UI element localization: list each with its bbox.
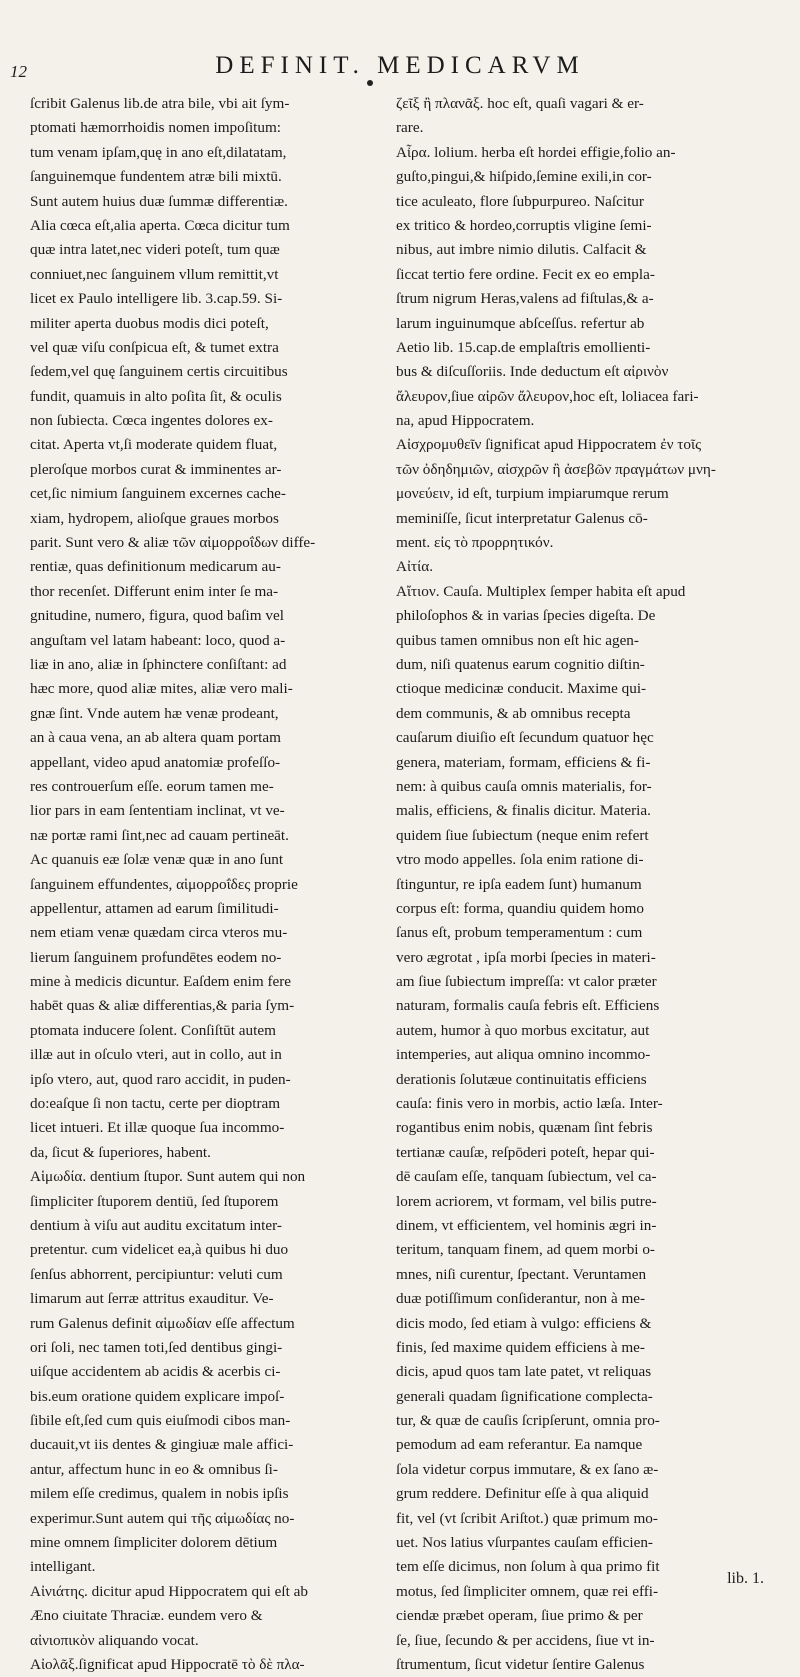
text-line: ducauit,vt iis dentes & gingiuæ male affici- xyxy=(30,1436,294,1454)
text-line: ment. εἰς τὸ προρρητικόν. xyxy=(396,534,554,552)
text-line: grum reddere. Definitur eſſe à qua aliquid xyxy=(396,1485,649,1503)
text-line: Αἶρα. lolium. herba eſt hordei effigie,folio an- xyxy=(396,143,676,161)
text-line: dē cauſam eſſe, tanquam ſubiectum, vel ca- xyxy=(396,1168,657,1186)
text-line: mine omnem ſimpliciter dolorem dētium xyxy=(30,1534,278,1552)
text-line: lierum ſanguinem profundētes eodem no- xyxy=(30,948,282,966)
text-line: bus & diſcuſſoriis. Inde deductum eſt αἰρινὸν xyxy=(396,363,669,381)
text-line: bis.eum oratione quidem explicare impoſ- xyxy=(30,1387,285,1405)
text-line: Aetio lib. 15.cap.de emplaſtris emollienti- xyxy=(396,338,651,356)
text-line: non ſubiecta. Cœca ingentes dolores ex- xyxy=(30,412,273,430)
text-line: fit, vel (vt ſcribit Ariſtot.) quæ primum mo- xyxy=(396,1509,658,1527)
text-line: malis, efficiens, & finalis dicitur. Materia. xyxy=(396,802,651,820)
running-head: DEFINIT. MEDICARVM xyxy=(215,52,585,79)
text-line: philoſophos & in varias ſpecies digeſta. De xyxy=(396,607,656,625)
text-line: ſtrum nigrum Heras,valens ad fiſtulas,& a- xyxy=(396,290,654,308)
text-line: pretentur. cum videlicet ea,à quibus hi duo xyxy=(30,1241,289,1259)
text-line: motus, ſed ſimpliciter omnem, quæ rei effi- xyxy=(396,1582,659,1600)
text-line: quibus tamen omnibus non eſt hic agen- xyxy=(396,631,639,649)
text-line: ciendæ præbet operam, ſiue primo & per xyxy=(396,1607,643,1625)
text-line: dum, niſi quatenus earum cognitio diſtin- xyxy=(396,655,645,673)
text-line: ſedem,vel quę ſanguinem certis circuitibus xyxy=(30,363,288,381)
text-line: intelligant. xyxy=(30,1558,96,1576)
text-line: licet intueri. Et illæ quoque ſua incommo- xyxy=(30,1119,285,1137)
text-line: rare. xyxy=(396,119,424,137)
ornament-dot xyxy=(367,80,373,86)
text-line: teritum, tanquam finem, ad quem morbi o- xyxy=(396,1241,655,1259)
text-line: intemperies, aut aliqua omnino incommo- xyxy=(396,1046,651,1064)
text-line: genera, materiam, formam, efficiens & fi- xyxy=(396,753,651,771)
text-line: militer aperta duobus modis dici poteſt, xyxy=(30,314,269,332)
text-line: appellant, video apud anatomiæ profeſſo- xyxy=(30,753,281,771)
text-line: mine à medicis dicuntur. Eaſdem enim fere xyxy=(30,973,292,991)
text-line: parit. Sunt vero & aliæ τῶν αἱμορροΐδων diffe- xyxy=(30,534,316,552)
text-line: da, ſicut & ſuperiores, habent. xyxy=(30,1143,211,1161)
text-line: licet ex Paulo intelligere lib. 3.cap.59. Si- xyxy=(30,290,283,308)
text-line: tum venam ipſam,quę in ano eſt,dilatatam, xyxy=(30,143,287,161)
text-line: lorem acriorem, vt formam, vel bilis putre- xyxy=(396,1192,657,1210)
text-line: αἰνιοπικὸν aliquando vocat. xyxy=(30,1631,199,1649)
text-line: mnes, niſi curentur, ſpectant. Veruntamen xyxy=(396,1265,647,1283)
text-line: milem eſſe credimus, qualem in nobis ipſis xyxy=(30,1485,289,1503)
text-line: cauſarum diuiſio eſt ſecundum quatuor hęc xyxy=(396,729,654,747)
text-line: rentiæ, quas definitionum medicarum au- xyxy=(30,558,281,576)
text-line: appellentur, attamen ad earum ſimilitudi- xyxy=(30,899,279,917)
text-line: vero ægrotat , ipſa morbi ſpecies in materi- xyxy=(396,948,656,966)
text-line: pemodum ad eam referantur. Ea namque xyxy=(396,1436,643,1454)
text-line: ζεῖξ ἢ πλανᾶξ. hoc eſt, quaſi vagari & er- xyxy=(396,95,644,112)
text-line: dem communis, & ab omnibus recepta xyxy=(396,704,631,722)
text-line: ori ſoli, nec tamen toti,ſed dentibus gingi- xyxy=(30,1338,283,1356)
text-line: experimur.Sunt autem qui τῆς αἱμωδίας no- xyxy=(30,1509,295,1527)
text-line: ſibile eſt,ſed cum quis eiuſmodi cibos man- xyxy=(30,1412,291,1430)
text-line: Αἰτία. xyxy=(396,558,433,576)
text-line: generali quadam ſignificatione complecta- xyxy=(396,1387,653,1405)
text-line: finis, ſed maxime quidem efficiens à me- xyxy=(396,1338,645,1356)
text-line: xiam, hydropem, alioſque graues morbos xyxy=(30,509,279,527)
text-line: rogantibus enim nobis, quænam ſint febris xyxy=(396,1119,653,1137)
text-line: μονεύειν, id eſt, turpium impiarumque rerum xyxy=(396,485,669,503)
text-line: dicis, apud quos tam late patet, vt reliquas xyxy=(396,1363,652,1381)
catchword: lib. 1. xyxy=(727,1570,764,1587)
text-line: rum Galenus definit αἱμωδίαν eſſe affectum xyxy=(30,1314,295,1332)
text-line: habēt quas & aliæ differentias,& paria ſym- xyxy=(30,997,295,1015)
text-line: ſanguinemque fundentem atræ bili mixtū. xyxy=(30,168,282,186)
text-line: an à caua vena, an ab altera quam portam xyxy=(30,729,281,747)
text-line: dicis modo, ſed etiam à vulgo: efficiens & xyxy=(396,1314,652,1332)
text-line: nibus, aut imbre nimio dilutis. Calfacit & xyxy=(396,241,647,259)
text-line: illæ aut in oſculo vteri, aut in collo, aut in xyxy=(30,1046,282,1064)
text-line: Αἱμωδία. dentium ſtupor. Sunt autem qui non xyxy=(30,1168,306,1186)
text-line: ptomata inducere ſolent. Conſiſtūt autem xyxy=(30,1021,276,1039)
text-line: τῶν ὀδηδημιῶν, αἰσχρῶν ἢ ἀσεβῶν πραγμάτων μνη- xyxy=(396,460,716,478)
text-line: ſola videtur corpus immutare, & ex ſano æ- xyxy=(396,1460,659,1478)
text-line: ſenſus abhorrent, percipiuntur: veluti cum xyxy=(30,1265,283,1283)
text-line: Αἰολᾶξ.ſignificat apud Hippocratē τὸ δὲ πλα- xyxy=(30,1656,305,1673)
text-line: fundit, quamuis in alto poſita ſit, & oculis xyxy=(30,387,282,405)
text-line: ſanus eſt, probum temperamentum : cum xyxy=(396,924,643,942)
text-line: derationis ſolutæue continuitatis efficiens xyxy=(396,1070,647,1088)
text-line: nem: à quibus cauſa omnis materialis, for- xyxy=(396,777,652,795)
text-line: cet,ſic nimium ſanguinem excernes cache- xyxy=(30,485,286,503)
text-line: lior pars in eam ſententiam inclinat, vt ve- xyxy=(30,802,285,820)
text-line: dentium à viſu aut auditu excitatum inter- xyxy=(30,1216,282,1234)
text-line: næ portæ rami ſint,nec ad cauam pertineāt. xyxy=(30,826,289,844)
left-column xyxy=(30,92,386,1677)
text-line: vtro modo appelles. ſola enim ratione di- xyxy=(396,851,644,869)
text-line: Αἴτιον. Cauſa. Multiplex ſemper habita eſt apud xyxy=(396,582,686,600)
text-line: ſtrumentum, ſicut videtur ſentire Galenus xyxy=(396,1656,645,1673)
text-line: meminiſſe, ſicut interpretatur Galenus cō- xyxy=(396,509,648,527)
text-line: ἄλευρον,ſiue αἰρῶν ἄλευρον,hoc eſt, loliacea fari- xyxy=(396,387,699,405)
text-line: anguſtam vel latam habeant: loco, quod a- xyxy=(30,631,286,649)
text-line: ſimpliciter ſtuporem dentiū, ſed ſtuporem xyxy=(30,1192,279,1210)
page-number: 12 xyxy=(10,62,27,81)
text-line: Ac quanuis eæ ſolæ venæ quæ in ano ſunt xyxy=(30,851,284,869)
text-line: duæ potiſſimum conſiderantur, non à me- xyxy=(396,1290,646,1308)
text-line: guſto,pingui,& hiſpido,ſemine exili,in cor- xyxy=(396,168,652,186)
text-line: uet. Nos latius vſurpantes cauſam efficien- xyxy=(396,1534,653,1552)
text-line: nem etiam venæ quædam circa vteros mu- xyxy=(30,924,288,942)
text-line: ſe, ſiue, ſecundo & per accidens, ſiue vt in- xyxy=(396,1631,655,1649)
text-line: thor recenſet. Differunt enim inter ſe ma- xyxy=(30,582,279,600)
text-line: pleroſque morbos curat & imminentes ar- xyxy=(30,460,282,478)
text-line: tice aculeato, flore ſubpurpureo. Naſcitur xyxy=(396,192,644,210)
text-line: ſiccat tertio fere ordine. Fecit ex eo empla- xyxy=(396,265,655,283)
text-line: ctioque medicinæ conducit. Maxime qui- xyxy=(396,680,647,698)
text-line: Αἰσχρομυθεῖν ſignificat apud Hippocratem ἐν τοῖς xyxy=(396,436,702,454)
text-line: gnitudine, numero, figura, quod baſim vel xyxy=(30,607,284,625)
text-line: Alia cœca eſt,alia aperta. Cœca dicitur tum xyxy=(30,216,290,234)
text-line: vel quæ viſu conſpicua eſt, & tumet extra xyxy=(30,338,279,356)
text-line: larum inguinumque abſceſſus. refertur ab xyxy=(396,314,645,332)
text-line: ex tritico & hordeo,corruptis vligine ſemi- xyxy=(396,216,652,234)
text-line: autem, humor à quo morbus excitatur, aut xyxy=(396,1021,650,1039)
text-line: tur, & quæ de cauſis ſcripſerunt, omnia pro- xyxy=(396,1412,660,1430)
text-line: tertianæ cauſæ, reſpōderi poteſt, hepar qui- xyxy=(396,1143,655,1161)
text-line: naturam, formalis cauſa febris eſt. Efficiens xyxy=(396,997,660,1015)
text-line: ſanguinem effundentes, αἱμορροΐδες proprie xyxy=(30,875,298,893)
text-line: na, apud Hippocratem. xyxy=(396,412,535,430)
text-line: liæ in ano, aliæ in ſphinctere conſiſtant: ad xyxy=(30,655,287,673)
text-line: dinem, vt efficientem, vel hominis ægri in- xyxy=(396,1216,657,1234)
text-line: conniuet,nec ſanguinem vllum remittit,vt xyxy=(30,265,279,283)
text-line: quæ intra latet,nec videri poteſt, tum quæ xyxy=(30,241,280,259)
text-line: am ſiue ſubiectum impreſſa: vt calor præter xyxy=(396,973,657,991)
text-line: Sunt autem huius duæ ſummæ differentiæ. xyxy=(30,192,288,210)
text-line: res controuerſum eſſe. eorum tamen me- xyxy=(30,777,274,795)
text-line: uiſque accidentem ab acidis & acerbis ci- xyxy=(30,1363,281,1381)
text-line: cauſa: finis vero in morbis, actio læſa. Inter- xyxy=(396,1095,663,1113)
right-column xyxy=(396,92,786,1677)
text-line: antur, affectum hunc in eo & omnibus ſi- xyxy=(30,1460,278,1478)
text-line: citat. Aperta vt,ſi moderate quidem fluat, xyxy=(30,436,278,454)
text-line: quidem ſiue ſubiectum (neque enim refert xyxy=(396,826,649,844)
text-line: hæc more, quod aliæ mites, aliæ vero mali- xyxy=(30,680,293,698)
text-line: corpus eſt: forma, quandiu quidem homo xyxy=(396,899,645,917)
text-line: ptomati hæmorrhoidis nomen impoſitum: xyxy=(30,119,282,137)
text-line: Αἰνιάτης. dicitur apud Hippocratem qui eſt ab xyxy=(30,1582,308,1600)
text-line: gnæ ſint. Vnde autem hæ venæ prodeant, xyxy=(30,704,279,722)
text-line: ipſo vtero, aut, quod raro accidit, in puden- xyxy=(30,1070,291,1088)
text-line: Æno ciuitate Thraciæ. eundem vero & xyxy=(30,1607,263,1625)
text-line: limarum aut ſerræ attritus exauditur. Ve- xyxy=(30,1290,274,1308)
text-line: tem eſſe dicimus, non ſolum à qua primo fit xyxy=(396,1558,660,1576)
text-line: ſtinguntur, re ipſa eadem ſunt) humanum xyxy=(396,875,642,893)
text-line: do:eaſque ſi non tactu, certe per dioptram xyxy=(30,1095,281,1113)
text-line: ſcribit Galenus lib.de atra bile, vbi ait ſym- xyxy=(30,95,290,112)
